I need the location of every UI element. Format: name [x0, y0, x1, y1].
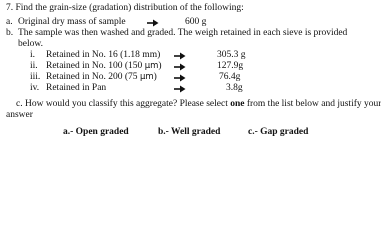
part-b-line2: below. [18, 39, 43, 49]
question-header [6, 4, 244, 14]
right-arrow-icon [174, 84, 186, 94]
part-a-text: Original dry mass of sample [18, 17, 126, 27]
part-a-label: a. [6, 17, 13, 27]
right-arrow-icon [174, 51, 186, 61]
right-arrow-icon [147, 18, 159, 28]
sieve-row-description: Retained in No. 100 (150 µm) [46, 61, 162, 71]
sieve-row-value: 305.3 g [217, 50, 246, 60]
part-b-line1: The sample was then washed and graded. The weigh retained in each sieve is provided [18, 28, 348, 38]
part-b-label: b. [6, 28, 14, 38]
sieve-row-description: Retained in No. 16 (1.18 mm) [46, 50, 161, 60]
sieve-row-number: iv. [30, 83, 40, 93]
sieve-row-number: ii. [30, 61, 38, 71]
sieve-row-number: iii. [30, 72, 41, 82]
sieve-row-value: 76.4g [219, 72, 241, 82]
right-arrow-icon [174, 73, 186, 83]
option-gap-graded: c.- Gap graded [248, 127, 309, 137]
option-well-graded: b.- Well graded [158, 127, 221, 137]
option-open-graded: a.- Open graded [63, 127, 129, 137]
sieve-row-value: 127.9g [217, 61, 244, 71]
sieve-row-value: 3.8g [226, 83, 243, 93]
sieve-row-number: i. [30, 50, 36, 60]
sieve-row-description: Retained in Pan [46, 83, 107, 93]
part-c-line2: answer [6, 110, 33, 120]
right-arrow-icon [174, 62, 186, 72]
sieve-row-description: Retained in No. 200 (75 µm) [46, 72, 157, 82]
part-a-value: 600 g [185, 17, 207, 27]
emphasis-one: one [230, 99, 245, 109]
part-c-text: c. How would you classify this aggregate? Please select one from the list below and justify your [16, 99, 381, 109]
question-prompt: . Find the grain-size (gradation) distribution of the following: [10, 3, 244, 13]
question-number: 7 [6, 3, 11, 13]
